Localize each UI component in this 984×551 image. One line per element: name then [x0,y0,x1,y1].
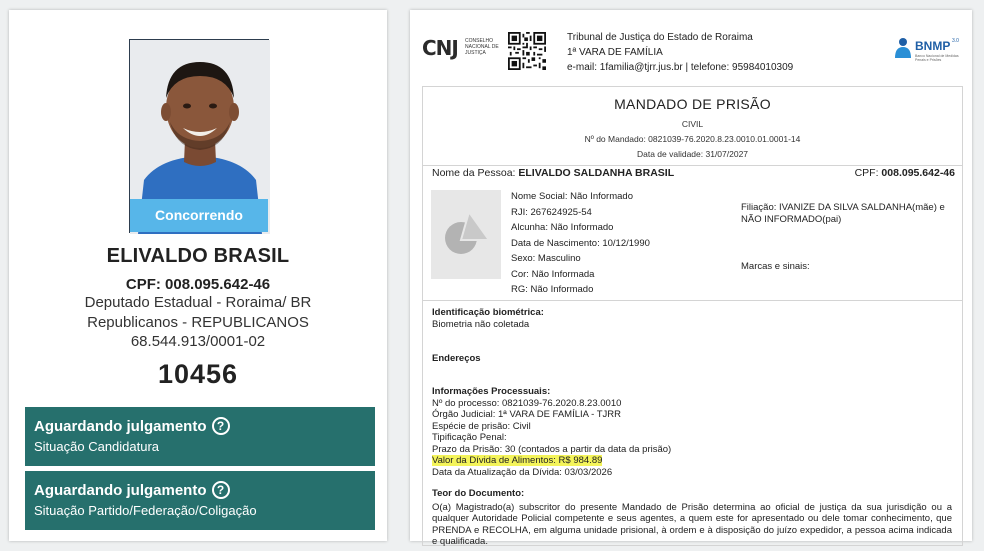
process-section [432,386,952,478]
candidate-cpf: CPF: 008.095.642-46 [125,276,271,293]
candidacy-status-title: Aguardando julgamento [34,417,207,435]
person-cpf-block [855,167,955,179]
person-details [511,189,650,298]
color: Cor: Não Informada [511,268,595,280]
image-placeholder-icon [431,190,501,279]
party-status-subtitle: Situação Partido/Federação/Coligação [34,503,257,518]
warrant-title: MANDADO DE PRISÃO [614,96,771,112]
help-icon[interactable]: ? [212,417,230,435]
document-title: Teor do Documento: [432,488,525,499]
bnmp-logo-subtitle: Banco Nacional de Medidas Penais e Prisões [915,54,959,62]
candidate-name: ELIVALDO BRASIL [106,245,290,267]
birth-date: Data de Nascimento: 10/12/1990 [511,237,650,249]
person-cpf-label: CPF: [854,167,879,179]
court-contact: e-mail: 1familia@tjrr.jus.br | telefone: 95984010309 [567,62,794,73]
filiation: Filiação: IVANIZE DA SILVA SALDANHA(mãe) e NÃO INFORMADO(pai) [741,202,945,225]
arrest-type: Espécie de prisão: Civil [432,420,531,432]
party-status-box [25,471,375,530]
candidate-cnpj: 68.544.913/0001-02 [130,333,266,350]
warrant-body [422,86,963,546]
court-division: 1ª VARA DE FAMÍLIA [567,47,663,58]
person-cpf: 008.095.642-46 [881,167,955,179]
cnj-logo [422,36,508,58]
sex: Sexo: Masculino [511,253,581,264]
divider [423,165,962,166]
arrest-warrant-document [410,10,972,547]
bnmp-logo-icon [894,37,912,59]
document-text: O(a) Magistrado(a) subscritor do presente Mandado de Prisão determina ao oficial de justiça da sua jurisdição ou a qualquer Autoridade Policial competente e seus agentes, a quem este for apresentado ou dele tomar conhecimento, que PRENDA e RECOLHA, em alguma unidade prisional, à ordem e à disposição do juízo expedidor, a pessoa acima indicada e qualificada. [432,501,952,547]
debt-update-date: Data da Atualização da Dívida: 03/03/2026 [432,466,613,478]
alias: Alcunha: Não Informado [511,222,614,233]
candidate-office: Deputado Estadual - Roraima/ BR [84,294,312,311]
penal-classification: Tipificação Penal: [432,432,507,443]
addresses-title: Endereços [432,353,481,364]
social-name: Nome Social: Não Informado [511,191,633,202]
help-icon[interactable]: ? [212,481,230,499]
candidate-status-pill: Concorrendo [130,199,268,232]
person-header [432,167,955,179]
rji: RJI: 267624925-54 [511,206,592,218]
person-name-label: Nome da Pessoa: [432,167,516,179]
rg: RG: Não Informado [511,284,594,295]
process-title: Informações Processuais: [432,386,551,397]
judicial-body: Órgão Judicial: 1ª VARA DE FAMÍLIA - TJRR [432,409,622,420]
candidate-party: Republicanos - REPUBLICANOS [87,314,309,331]
candidate-photo [129,39,269,233]
arrest-term: Prazo da Prisão: 30 (contados a partir da data da prisão) [432,443,672,455]
candidate-card [9,10,387,541]
process-number: Nº do processo: 0821039-76.2020.8.23.0010 [432,397,622,409]
biometric-value: Biometria não coletada [432,318,530,330]
bnmp-logo-mark: BNMP [915,39,951,53]
court-name: Tribunal de Justiça do Estado de Roraima [567,32,753,43]
person-name: ELIVALDO SALDANHA BRASIL [518,167,675,179]
person-photo-placeholder [431,190,501,279]
candidacy-status-subtitle: Situação Candidatura [34,439,160,454]
biometric-title: Identificação biométrica: [432,307,544,318]
cnj-logo-subtitle: CONSELHO NACIONAL DE JUSTIÇA [465,38,499,56]
qr-code-icon [508,32,546,70]
party-status-title: Aguardando julgamento [34,481,207,499]
marks-and-signs: Marcas e sinais: [741,261,810,272]
bnmp-logo-version: 3.0 [952,38,959,44]
warrant-validity: Data de validade: 31/07/2027 [636,149,749,159]
bnmp-logo [894,37,964,67]
court-info [567,30,793,75]
warrant-type: CIVIL [681,119,704,129]
debt-value-highlighted: Valor da Dívida de Alimentos: R$ 984.89 [432,455,603,466]
candidacy-status-box [25,407,375,466]
document-content-section [432,488,952,548]
divider [423,300,962,301]
biometric-section [432,307,952,330]
cnj-logo-mark: CNJ [422,36,458,60]
warrant-number: Nº do Mandado: 0821039-76.2020.8.23.0010.01.0001-14 [584,134,801,144]
candidate-number: 10456 [157,359,239,389]
